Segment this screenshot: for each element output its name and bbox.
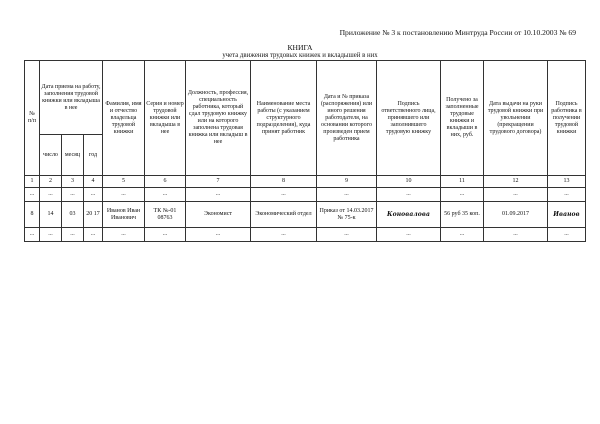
ellipsis-cell: ...	[548, 188, 586, 202]
column-number: 12	[484, 176, 548, 188]
column-number: 6	[145, 176, 186, 188]
ellipsis-cell: ...	[103, 228, 145, 242]
ellipsis-cell: ...	[377, 228, 441, 242]
ellipsis-cell: ...	[251, 188, 317, 202]
appendix-note: Приложение № 3 к постановлению Минтруда России от 10.10.2003 № 69	[339, 28, 576, 37]
ellipsis-cell: ...	[145, 228, 186, 242]
ellipsis-cell: ...	[377, 188, 441, 202]
ellipsis-cell: ...	[62, 228, 84, 242]
header-hire-date: Дата приема на работу, заполнения трудовой книжки или вкладыша в нее	[40, 61, 103, 135]
ellipsis-row-bottom	[25, 228, 586, 242]
ellipsis-cell: ...	[186, 188, 251, 202]
ellipsis-cell: ...	[84, 228, 103, 242]
ellipsis-cell: ...	[484, 188, 548, 202]
header-day: число	[40, 135, 62, 176]
ellipsis-cell: ...	[40, 228, 62, 242]
records-table	[24, 60, 586, 242]
header-owner: Фамилия, имя и отчество владельца трудовой книжки	[103, 61, 145, 176]
ellipsis-cell: ...	[441, 228, 484, 242]
column-number-row	[25, 176, 586, 188]
row-order: Приказ от 14.03.2017 № 75-к	[317, 202, 377, 228]
header-num: № п/п	[25, 61, 40, 176]
book-title: КНИГА	[287, 43, 313, 52]
column-number: 8	[251, 176, 317, 188]
column-number: 7	[186, 176, 251, 188]
ellipsis-cell: ...	[145, 188, 186, 202]
ellipsis-cell: ...	[40, 188, 62, 202]
ellipsis-cell: ...	[103, 188, 145, 202]
column-number: 3	[62, 176, 84, 188]
header-workplace: Наименование места работы (с указанием структурного подразделения), куда принят работник	[251, 61, 317, 176]
column-number: 10	[377, 176, 441, 188]
column-number: 4	[84, 176, 103, 188]
column-number: 13	[548, 176, 586, 188]
header-row	[25, 61, 586, 135]
ellipsis-cell: ...	[317, 188, 377, 202]
header-position: Должность, профессия, специальность работника, который сдал трудовую книжку или на которого заполнена трудовая книжка или вкладыш в нее	[186, 61, 251, 176]
ellipsis-cell: ...	[25, 228, 40, 242]
header-received: Получено за заполненные трудовые книжки и вкладыши в них, руб.	[441, 61, 484, 176]
column-number: 1	[25, 176, 40, 188]
ellipsis-cell: ...	[441, 188, 484, 202]
row-employee-signature: Иванов	[548, 202, 586, 228]
column-number: 5	[103, 176, 145, 188]
header-employee-signature: Подпись работника в получении трудовой книжки	[548, 61, 586, 176]
row-issue-date: 01.09.2017	[484, 202, 548, 228]
ellipsis-cell: ...	[25, 188, 40, 202]
header-issue-date: Дата выдачи на руки трудовой книжки при увольнении (прекращении трудового договора)	[484, 61, 548, 176]
ellipsis-cell: ...	[186, 228, 251, 242]
header-responsible-signature: Подпись ответственного лица, принявшего или заполнившего трудовую книжку	[377, 61, 441, 176]
row-received: 56 руб 35 коп.	[441, 202, 484, 228]
ellipsis-cell: ...	[62, 188, 84, 202]
row-owner: Иванов Иван Иванович	[103, 202, 145, 228]
ellipsis-cell: ...	[251, 228, 317, 242]
ellipsis-cell: ...	[548, 228, 586, 242]
column-number: 11	[441, 176, 484, 188]
row-responsible-signature: Коновалова	[377, 202, 441, 228]
book-subtitle: учета движения трудовых книжек и вкладышей в них	[222, 52, 378, 59]
row-day: 14	[40, 202, 62, 228]
row-series: ТК №-01 08763	[145, 202, 186, 228]
table-row	[25, 202, 586, 228]
header-series: Серия и номер трудовой книжки или вкладыша в нее	[145, 61, 186, 176]
header-month: месяц	[62, 135, 84, 176]
ellipsis-cell: ...	[484, 228, 548, 242]
row-num: 8	[25, 202, 40, 228]
ellipsis-cell: ...	[84, 188, 103, 202]
header-order: Дата и № приказа (распоряжения) или иного решения работодателя, на основании которого произведен прием работника	[317, 61, 377, 176]
row-month: 03	[62, 202, 84, 228]
ellipsis-row-top	[25, 188, 586, 202]
document-title	[0, 44, 600, 60]
header-year: год	[84, 135, 103, 176]
row-year: 20 17	[84, 202, 103, 228]
row-workplace: Экономический отдел	[251, 202, 317, 228]
ellipsis-cell: ...	[317, 228, 377, 242]
column-number: 9	[317, 176, 377, 188]
column-number: 2	[40, 176, 62, 188]
row-position: Экономист	[186, 202, 251, 228]
